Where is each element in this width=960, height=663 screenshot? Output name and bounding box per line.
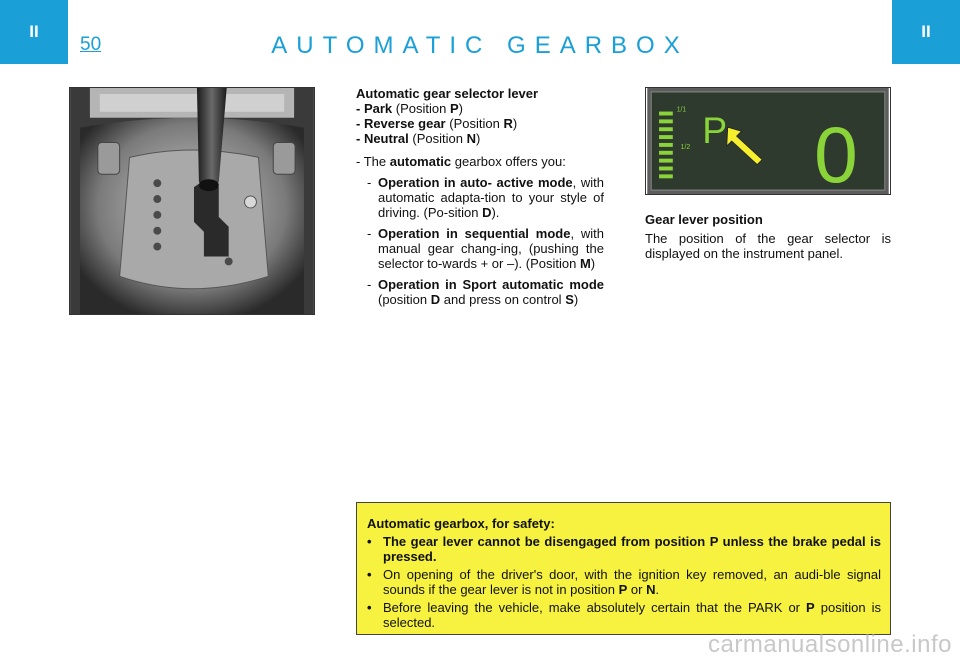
position-neutral: - Neutral (Position N) [356,131,481,146]
section-tab-left: II [0,0,68,64]
safety-warning-box [356,502,891,635]
safety-heading: Automatic gearbox, for safety: [367,516,555,531]
fuel-level-bars [659,112,673,179]
position-reverse: - Reverse gear (Position R) [356,116,518,131]
page-number: 50 [80,34,102,55]
mode-auto-active: - Operation in auto- active mode, with automatic adapta-tion to your style of driving. (Po-sition D). [367,175,605,220]
bar-label-mid: 1/2 [680,143,691,151]
mode-sport: - Operation in Sport automatic mode (position D and press on control S) [367,277,604,307]
watermark: carmanualsonline.info [708,631,952,658]
section-tab-right: II [892,0,960,64]
safety-bullet: • The gear lever cannot be disengaged from position P unless the brake pedal is pressed. [367,534,881,564]
bar-label-top: 1/1 [676,106,687,114]
safety-bullet: • Before leaving the vehicle, make absolutely certain that the PARK or P position is selected. [367,600,881,630]
position-park: - Park (Position P) [356,101,463,116]
page-title: AUTOMATIC GEARBOX [271,32,689,59]
gear-position-heading: Gear lever position [645,212,763,227]
mode-sequential: - Operation in sequential mode, with manual gear chang-ing, (pushing the selector to-wards + or –). (Position M) [367,226,605,271]
gear-position-info [645,212,891,261]
selector-heading: Automatic gear selector lever [356,86,539,101]
speed-display: 0 [814,111,858,195]
instrument-panel-display [645,87,891,195]
safety-bullet: • On opening of the driver's door, with the ignition key removed, an audi-ble signal sounds if the gear lever is not in position P or N. [367,567,881,597]
gearbox-intro: - The automatic gearbox offers you: [356,154,566,169]
gear-selector-photo [69,87,315,315]
gear-letter-display: P [702,108,728,151]
gear-position-text: The position of the gear selector is displayed on the instrument panel. [645,231,891,261]
selector-description [356,86,604,307]
